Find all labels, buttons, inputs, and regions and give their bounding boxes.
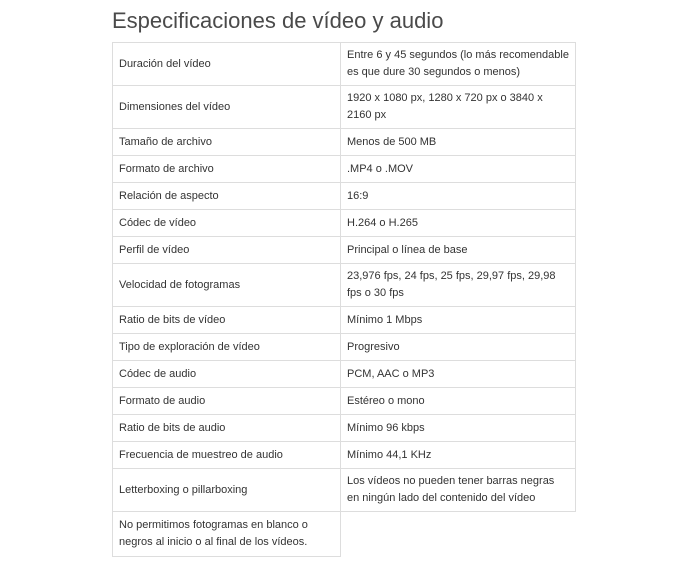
- table-row: [113, 361, 576, 388]
- spec-value: Mínimo 44,1 KHz: [341, 442, 576, 469]
- spec-value: Progresivo: [341, 334, 576, 361]
- table-row: [113, 183, 576, 210]
- table-row: [113, 264, 576, 307]
- spec-label: Formato de audio: [113, 388, 341, 415]
- empty-cell: [341, 512, 576, 557]
- page-title: Especificaciones de vídeo y audio: [112, 8, 444, 33]
- table-row: [113, 388, 576, 415]
- table-row: [113, 415, 576, 442]
- table-row: [113, 210, 576, 237]
- table-row: [113, 86, 576, 129]
- table-row: [113, 43, 576, 86]
- spec-value: Mínimo 1 Mbps: [341, 307, 576, 334]
- footnote: No permitimos fotogramas en blanco o negros al inicio o al final de los vídeos.: [113, 512, 341, 557]
- spec-label: Formato de archivo: [113, 156, 341, 183]
- spec-label: Duración del vídeo: [113, 43, 341, 86]
- spec-label: Relación de aspecto: [113, 183, 341, 210]
- spec-value: 16:9: [341, 183, 576, 210]
- spec-label: Dimensiones del vídeo: [113, 86, 341, 129]
- spec-label: Perfil de vídeo: [113, 237, 341, 264]
- spec-value: 1920 x 1080 px, 1280 x 720 px o 3840 x 2160 px: [341, 86, 576, 129]
- spec-table: [112, 42, 576, 557]
- spec-value: Estéreo o mono: [341, 388, 576, 415]
- table-row: [113, 129, 576, 156]
- spec-label: Frecuencia de muestreo de audio: [113, 442, 341, 469]
- spec-value: 23,976 fps, 24 fps, 25 fps, 29,97 fps, 29,98 fps o 30 fps: [341, 264, 576, 307]
- spec-label: Ratio de bits de vídeo: [113, 307, 341, 334]
- table-row: [113, 237, 576, 264]
- spec-value: .MP4 o .MOV: [341, 156, 576, 183]
- table-row: [113, 334, 576, 361]
- spec-value: Mínimo 96 kbps: [341, 415, 576, 442]
- spec-label: Tamaño de archivo: [113, 129, 341, 156]
- spec-value: H.264 o H.265: [341, 210, 576, 237]
- table-row: [113, 156, 576, 183]
- spec-label: Códec de audio: [113, 361, 341, 388]
- table-row: [113, 512, 576, 557]
- spec-value: PCM, AAC o MP3: [341, 361, 576, 388]
- spec-label: Tipo de exploración de vídeo: [113, 334, 341, 361]
- spec-value: Los vídeos no pueden tener barras negras en ningún lado del contenido del vídeo: [341, 469, 576, 512]
- table-row: [113, 307, 576, 334]
- spec-label: Velocidad de fotogramas: [113, 264, 341, 307]
- table-row: [113, 469, 576, 512]
- spec-label: Letterboxing o pillarboxing: [113, 469, 341, 512]
- spec-value: Menos de 500 MB: [341, 129, 576, 156]
- spec-label: Ratio de bits de audio: [113, 415, 341, 442]
- spec-value: Principal o línea de base: [341, 237, 576, 264]
- spec-value: Entre 6 y 45 segundos (lo más recomendable es que dure 30 segundos o menos): [341, 43, 576, 86]
- spec-label: Códec de vídeo: [113, 210, 341, 237]
- table-row: [113, 442, 576, 469]
